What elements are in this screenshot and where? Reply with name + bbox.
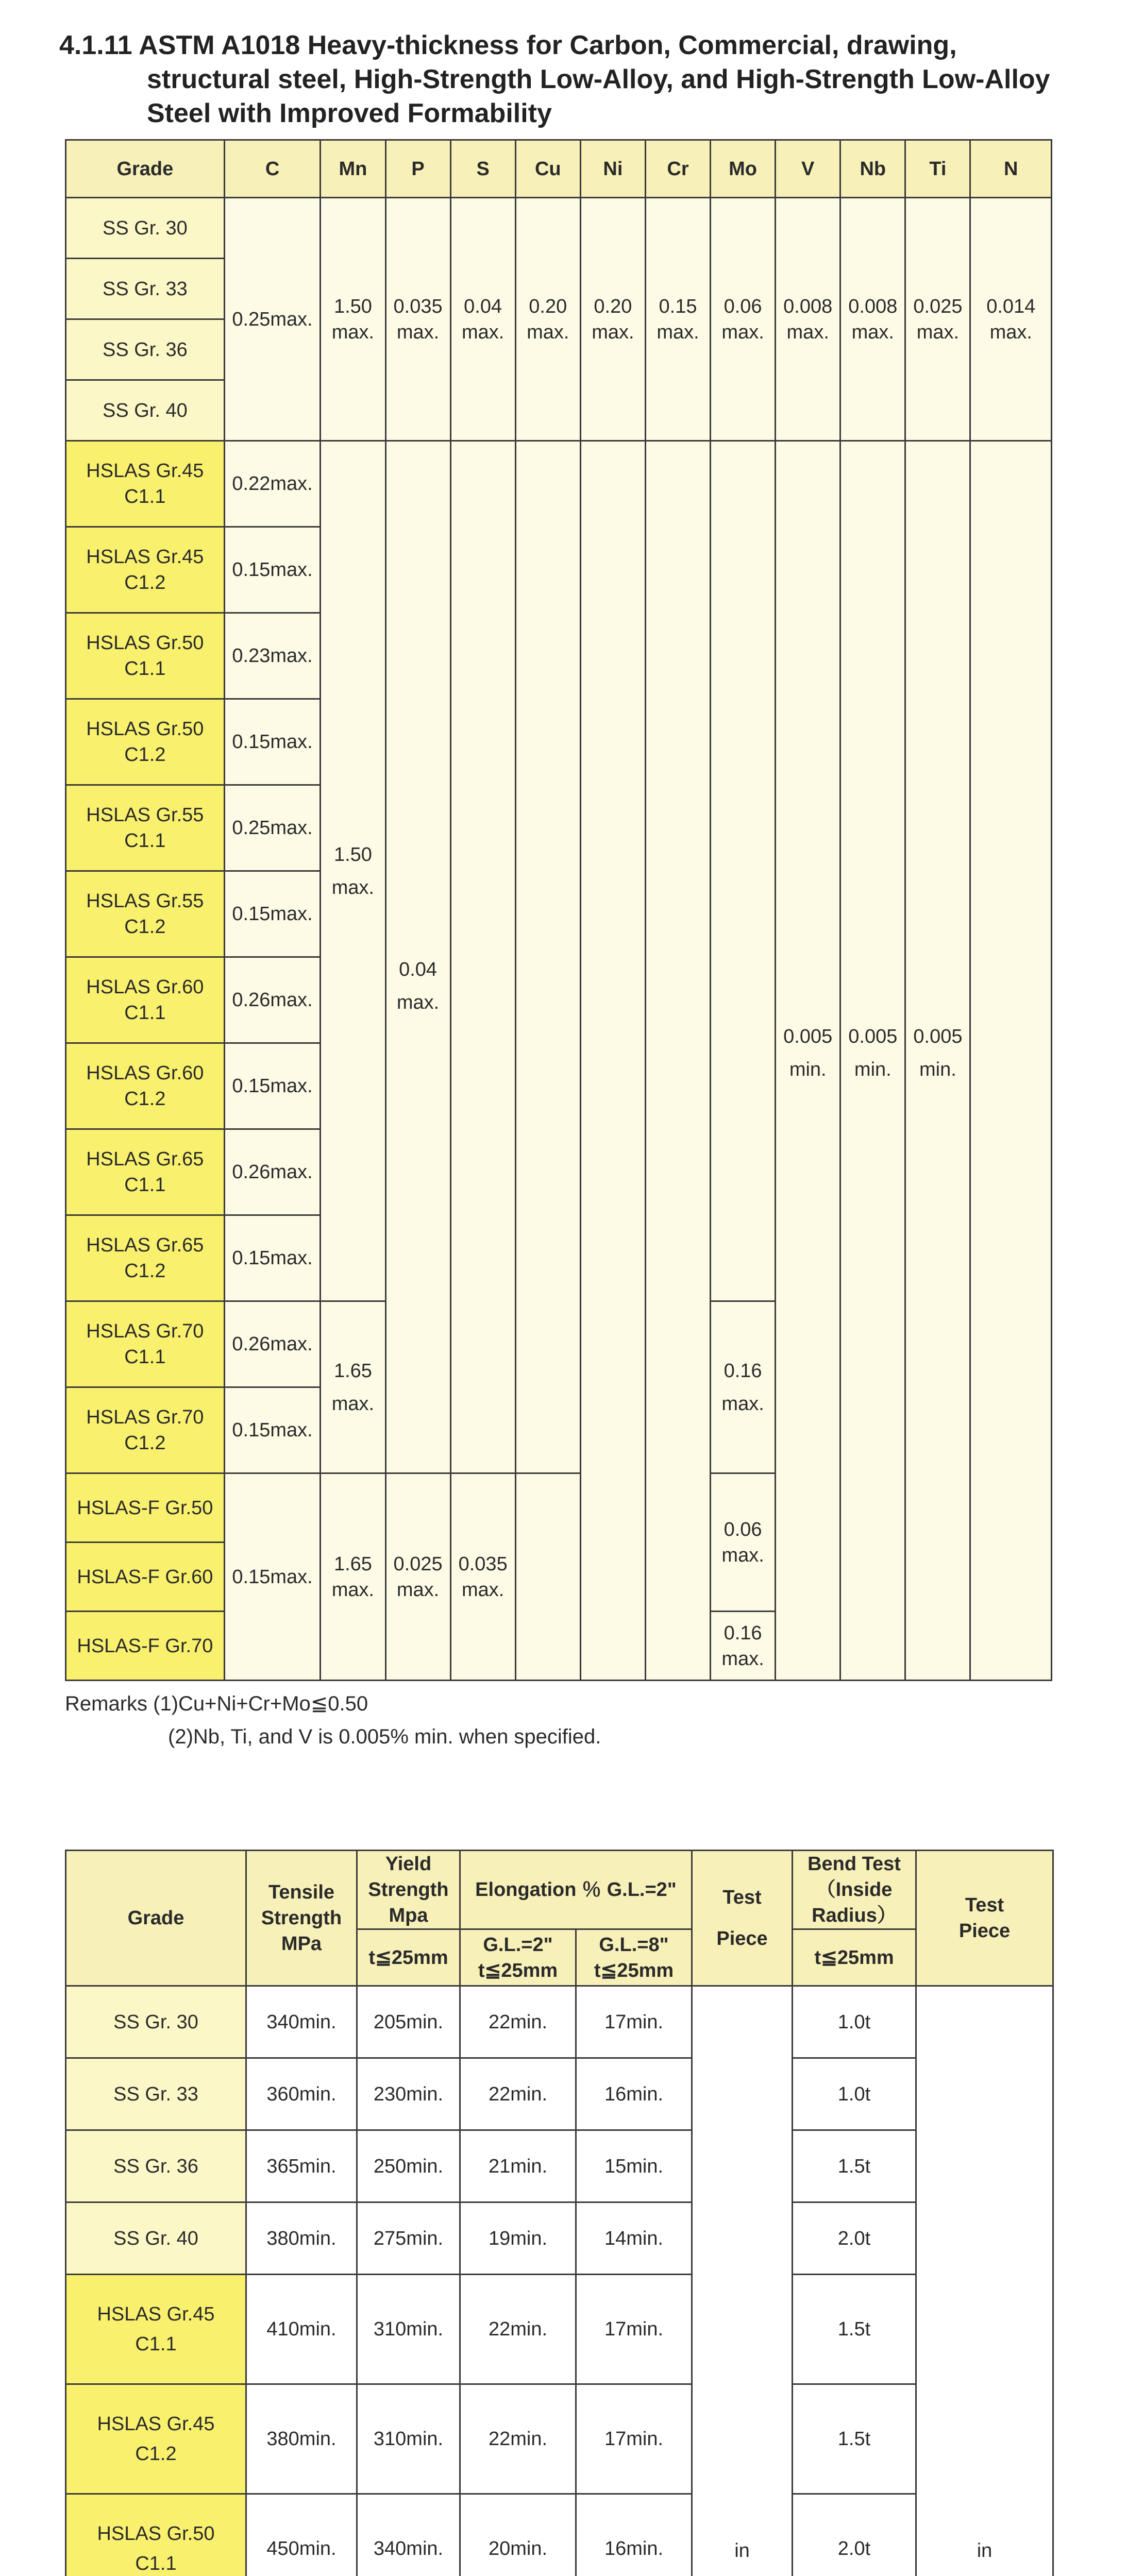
ss-ni-value bbox=[580, 198, 645, 441]
n-cell bbox=[970, 441, 1052, 1681]
grade-line-2: C1.1 bbox=[124, 658, 166, 680]
chem-header-row bbox=[66, 140, 1052, 198]
bend-h1: Bend Test bbox=[808, 1853, 901, 1875]
grade-cell bbox=[66, 2202, 246, 2275]
ts-value: 360min. bbox=[246, 2058, 357, 2130]
bend-value: 2.0t bbox=[793, 2202, 916, 2275]
bend-h2: （Inside bbox=[816, 1879, 893, 1901]
e2-value: 22min. bbox=[460, 2384, 576, 2494]
hslas-v-value bbox=[776, 441, 840, 1681]
ys-value: 310min. bbox=[357, 2384, 460, 2494]
grade-cell bbox=[66, 1129, 225, 1215]
hslasf-p-value bbox=[385, 1473, 450, 1681]
bend-value: 1.5t bbox=[793, 2275, 916, 2384]
value-line: 0.16 bbox=[724, 1360, 762, 1382]
grade-line-2: C1.1 bbox=[124, 1174, 166, 1196]
grade-line-2: C1.1 bbox=[135, 2333, 177, 2355]
hslasf-s-value bbox=[450, 1473, 515, 1681]
grade-cell bbox=[66, 441, 225, 527]
elong-8in-subheader bbox=[576, 1929, 692, 1986]
e8-value: 17min. bbox=[576, 1986, 692, 2058]
grade-line-2: C1.2 bbox=[124, 572, 166, 594]
table-row bbox=[66, 2275, 1053, 2384]
grade-line-2: C1.2 bbox=[124, 1260, 166, 1282]
test2-h2: Piece bbox=[958, 1920, 1011, 1942]
mechanical-properties-table bbox=[65, 1850, 1054, 2576]
mech-header-yield bbox=[357, 1851, 460, 1929]
unit-line: max. bbox=[721, 1648, 764, 1670]
hslasf-mo-a-value bbox=[711, 1473, 776, 1612]
elong-2in-subheader bbox=[460, 1929, 576, 1986]
c-value: 0.22max. bbox=[224, 441, 321, 527]
unit-line: max. bbox=[786, 321, 829, 343]
grade-cell bbox=[66, 1215, 225, 1301]
grade-line-1: SS Gr. 30 bbox=[113, 2011, 198, 2033]
bend-value: 1.5t bbox=[793, 2130, 916, 2202]
bend-value: 1.5t bbox=[793, 2384, 916, 2494]
section-title bbox=[59, 28, 1064, 130]
chem-header-5: Cu bbox=[515, 140, 580, 198]
value-line: 0.025 bbox=[393, 1553, 443, 1575]
grade-line-2: C1.2 bbox=[124, 1432, 166, 1454]
e8-value: 14min. bbox=[576, 2202, 692, 2275]
elong-b-1: G.L.=8" bbox=[599, 1934, 669, 1956]
grade-line-1: HSLAS Gr.65 bbox=[86, 1148, 204, 1170]
remarks bbox=[65, 1687, 601, 1753]
test-piece-line: in bbox=[734, 2540, 750, 2562]
ss-ti-value bbox=[905, 198, 970, 441]
s-cell bbox=[450, 441, 515, 1473]
ti-wrap bbox=[906, 1024, 969, 1082]
unit-line: max. bbox=[527, 321, 569, 343]
elong-a-1: G.L.=2" bbox=[483, 1934, 553, 1956]
grade-cell bbox=[66, 2058, 246, 2130]
grade-line-2: C1.2 bbox=[135, 2443, 177, 2465]
ss-s-value bbox=[450, 198, 515, 441]
remark-2: (2)Nb, Ti, and V is 0.005% min. when specified. bbox=[168, 1725, 601, 1748]
hslasf-cu-cell bbox=[515, 1473, 580, 1681]
grade-line-1: HSLAS Gr.45 bbox=[97, 2303, 215, 2325]
e2-value: 22min. bbox=[460, 1986, 576, 2058]
value-line: 0.04 bbox=[399, 959, 438, 980]
chem-header-12: N bbox=[970, 140, 1052, 198]
grade-cell: HSLAS-F Gr.70 bbox=[66, 1612, 225, 1681]
grade-cell bbox=[66, 1986, 246, 2058]
v-wrap bbox=[776, 1024, 839, 1082]
test-piece-wrap-2 bbox=[917, 2538, 1052, 2576]
e2-value: 22min. bbox=[460, 2058, 576, 2130]
ni-cell bbox=[580, 441, 645, 1681]
grade-line-2: C1.2 bbox=[124, 744, 166, 766]
value-line: 0.005 bbox=[848, 1026, 898, 1047]
hslasf-c-value: 0.15max. bbox=[224, 1473, 321, 1681]
value-line: 0.15 bbox=[659, 295, 697, 317]
c-value: 0.15max. bbox=[224, 871, 321, 957]
unit-line: max. bbox=[331, 1579, 375, 1601]
ss-cu-value bbox=[515, 198, 580, 441]
elong-b-2: t≦25mm bbox=[594, 1959, 674, 1981]
value-line: 0.008 bbox=[783, 295, 833, 317]
grade-line-1: HSLAS Gr.70 bbox=[86, 1320, 204, 1342]
e2-value: 21min. bbox=[460, 2130, 576, 2202]
value-line: 0.06 bbox=[724, 295, 762, 317]
bend-subheader: t≦25mm bbox=[793, 1929, 916, 1986]
title-line-2: structural steel, High-Strength Low-Alloy, and High-Strength Low-Alloy bbox=[147, 64, 1050, 94]
value-line: 1.65 bbox=[333, 1553, 372, 1575]
unit-line: max. bbox=[851, 321, 894, 343]
c-value: 0.15max. bbox=[224, 699, 321, 785]
table-row bbox=[66, 2202, 1053, 2275]
bend-value: 1.0t bbox=[793, 2058, 916, 2130]
c-value: 0.26max. bbox=[224, 957, 321, 1043]
grade-line-2: C1.1 bbox=[124, 1002, 166, 1024]
grade-line-1: SS Gr. 33 bbox=[113, 2083, 198, 2105]
unit-line: min. bbox=[919, 1059, 956, 1080]
grade-cell: SS Gr. 40 bbox=[66, 380, 225, 441]
yield-h2: Strength bbox=[368, 1879, 449, 1901]
value-line: 0.20 bbox=[529, 295, 567, 317]
bend-value: 2.0t bbox=[793, 2494, 916, 2576]
value-line: 1.50 bbox=[333, 295, 372, 317]
grade-cell bbox=[66, 527, 225, 613]
mech-header-test-piece bbox=[692, 1851, 793, 1986]
e2-value: 20min. bbox=[460, 2494, 576, 2576]
mo-blank-cell bbox=[711, 441, 776, 1301]
grade-line-2: C1.2 bbox=[124, 916, 166, 938]
ss-mo-value bbox=[711, 198, 776, 441]
test2-h1: Test bbox=[965, 1894, 1004, 1916]
chem-row-ss bbox=[66, 198, 1052, 259]
value-line: 0.005 bbox=[913, 1026, 963, 1047]
unit-line: max. bbox=[721, 1544, 764, 1566]
grade-cell bbox=[66, 1301, 225, 1387]
ts-value: 340min. bbox=[246, 1986, 357, 2058]
ys-value: 250min. bbox=[357, 2130, 460, 2202]
ts-value: 365min. bbox=[246, 2130, 357, 2202]
ts-value: 410min. bbox=[246, 2275, 357, 2384]
ts-value: 380min. bbox=[246, 2202, 357, 2275]
grade-line-1: SS Gr. 40 bbox=[113, 2227, 198, 2249]
table-row bbox=[66, 1986, 1053, 2058]
unit-line: max. bbox=[461, 321, 504, 343]
e8-value: 17min. bbox=[576, 2384, 692, 2494]
unit-line: max. bbox=[721, 321, 764, 343]
hslas-ti-value bbox=[905, 441, 970, 1681]
ts-value: 450min. bbox=[246, 2494, 357, 2576]
e2-value: 22min. bbox=[460, 2275, 576, 2384]
ys-value: 310min. bbox=[357, 2275, 460, 2384]
grade-cell bbox=[66, 1387, 225, 1473]
test-piece-cell bbox=[692, 1986, 793, 2576]
grade-line-1: HSLAS Gr.55 bbox=[86, 890, 204, 912]
ss-nb-value bbox=[840, 198, 905, 441]
p-wrap bbox=[386, 957, 450, 1015]
unit-line: max. bbox=[331, 321, 375, 343]
mech-header-tensile bbox=[246, 1851, 357, 1986]
value-line: 0.005 bbox=[783, 1026, 833, 1047]
grade-line-2: C1.1 bbox=[124, 1346, 166, 1368]
mech-header-bend bbox=[793, 1851, 916, 1929]
test-piece-wrap bbox=[693, 2538, 792, 2576]
grade-line-1: HSLAS Gr.65 bbox=[86, 1234, 204, 1256]
chem-header-7: Cr bbox=[645, 140, 710, 198]
unit-line: max. bbox=[657, 321, 699, 343]
test-piece-line: in bbox=[977, 2540, 993, 2562]
c-value: 0.25max. bbox=[224, 785, 321, 871]
grade-cell bbox=[66, 871, 225, 957]
chem-header-3: P bbox=[385, 140, 450, 198]
chemical-composition-table bbox=[65, 139, 1052, 1681]
ys-value: 205min. bbox=[357, 1986, 460, 2058]
mech-header-grade: Grade bbox=[66, 1851, 246, 1986]
nb-wrap bbox=[841, 1024, 904, 1082]
grade-cell: HSLAS-F Gr.50 bbox=[66, 1473, 225, 1543]
unit-line: max. bbox=[592, 321, 634, 343]
table-row bbox=[66, 2384, 1053, 2494]
hslasf-mo-b-value bbox=[711, 1612, 776, 1681]
grade-line-1: HSLAS Gr.50 bbox=[86, 632, 204, 654]
e8-value: 16min. bbox=[576, 2494, 692, 2576]
grade-line-2: C1.1 bbox=[124, 486, 166, 507]
grade-cell: SS Gr. 36 bbox=[66, 319, 225, 380]
yield-subheader: t≦25mm bbox=[357, 1929, 460, 1986]
grade-cell bbox=[66, 2130, 246, 2202]
e2-value: 19min. bbox=[460, 2202, 576, 2275]
ss-v-value bbox=[776, 198, 840, 441]
chem-header-9: V bbox=[776, 140, 840, 198]
value-line: 1.65 bbox=[333, 1360, 372, 1382]
chem-header-4: S bbox=[450, 140, 515, 198]
value-line: 0.06 bbox=[724, 1518, 762, 1540]
grade-line-1: HSLAS Gr.60 bbox=[86, 1062, 204, 1084]
e8-value: 15min. bbox=[576, 2130, 692, 2202]
table-row bbox=[66, 2494, 1053, 2576]
grade-line-1: SS Gr. 36 bbox=[113, 2155, 198, 2177]
grade-line-2: C1.1 bbox=[135, 2553, 177, 2574]
value-line: 0.20 bbox=[594, 295, 632, 317]
grade-line-1: HSLAS Gr.45 bbox=[86, 546, 204, 568]
ss-cr-value bbox=[645, 198, 710, 441]
unit-line: max. bbox=[396, 1579, 440, 1601]
grade-cell bbox=[66, 699, 225, 785]
yield-h3: Mpa bbox=[389, 1905, 428, 1926]
hslas-nb-value bbox=[840, 441, 905, 1681]
grade-line-1: HSLAS Gr.55 bbox=[86, 804, 204, 826]
hslasf-mn-value bbox=[321, 1473, 385, 1681]
unit-line: min. bbox=[789, 1059, 827, 1080]
ys-value: 275min. bbox=[357, 2202, 460, 2275]
e8-value: 16min. bbox=[576, 2058, 692, 2130]
grade-cell bbox=[66, 1043, 225, 1129]
ys-value: 340min. bbox=[357, 2494, 460, 2576]
hslas-mn-value bbox=[321, 441, 385, 1301]
c-value: 0.23max. bbox=[224, 613, 321, 699]
value-line: 0.035 bbox=[458, 1553, 508, 1575]
ss-mn-value bbox=[321, 198, 385, 441]
title-line-3: Steel with Improved Formability bbox=[147, 98, 552, 128]
chem-header-11: Ti bbox=[905, 140, 970, 198]
unit-line: max. bbox=[331, 876, 375, 899]
yield-h1: Yield bbox=[385, 1853, 432, 1875]
remark-1: Remarks (1)Cu+Ni+Cr+Mo≦0.50 bbox=[65, 1692, 368, 1715]
table-row bbox=[66, 2130, 1053, 2202]
grade-cell: HSLAS-F Gr.60 bbox=[66, 1543, 225, 1612]
chem-header-8: Mo bbox=[711, 140, 776, 198]
grade-line-1: HSLAS Gr.50 bbox=[86, 718, 204, 740]
unit-line: max. bbox=[989, 321, 1032, 343]
value-line: 0.16 bbox=[724, 1622, 762, 1644]
hslas-mn-b-value bbox=[321, 1301, 385, 1473]
tensile-h2: Strength bbox=[261, 1907, 342, 1929]
value-line: 1.50 bbox=[333, 843, 372, 866]
cr-cell bbox=[645, 441, 710, 1681]
hslas-mo-value bbox=[711, 1301, 776, 1473]
c-value: 0.26max. bbox=[224, 1129, 321, 1215]
ss-n-value bbox=[970, 198, 1052, 441]
ss-p-value bbox=[385, 198, 450, 441]
grade-cell bbox=[66, 785, 225, 871]
value-line: 0.014 bbox=[986, 295, 1036, 317]
grade-cell: SS Gr. 30 bbox=[66, 198, 225, 259]
tensile-h3: MPa bbox=[281, 1933, 322, 1955]
value-line: 0.035 bbox=[393, 295, 443, 317]
unit-line: max. bbox=[916, 321, 960, 343]
bend-h3: Radius） bbox=[812, 1905, 897, 1926]
test-h2: Piece bbox=[716, 1928, 768, 1950]
unit-line: max. bbox=[396, 321, 440, 343]
hslas-p-value bbox=[385, 441, 450, 1473]
grade-cell bbox=[66, 2494, 246, 2576]
test-h1: Test bbox=[722, 1887, 762, 1908]
grade-cell bbox=[66, 2384, 246, 2494]
table-row bbox=[66, 2058, 1053, 2130]
chem-header-10: Nb bbox=[840, 140, 905, 198]
grade-line-1: HSLAS Gr.50 bbox=[97, 2523, 215, 2545]
c-value: 0.15max. bbox=[224, 1215, 321, 1301]
cu-cell bbox=[515, 441, 580, 1473]
c-value: 0.15max. bbox=[224, 527, 321, 613]
ts-value: 380min. bbox=[246, 2384, 357, 2494]
grade-cell bbox=[66, 613, 225, 699]
grade-cell bbox=[66, 957, 225, 1043]
bend-value: 1.0t bbox=[793, 1986, 916, 2058]
chem-header-6: Ni bbox=[580, 140, 645, 198]
e8-value: 17min. bbox=[576, 2275, 692, 2384]
c-value: 0.15max. bbox=[224, 1387, 321, 1473]
unit-line: max. bbox=[461, 1579, 504, 1601]
unit-line: max. bbox=[721, 1393, 764, 1415]
grade-line-2: C1.2 bbox=[124, 1088, 166, 1110]
c-value: 0.26max. bbox=[224, 1301, 321, 1387]
value-line: 0.008 bbox=[848, 295, 898, 317]
chem-header-1: C bbox=[224, 140, 321, 198]
tensile-h1: Tensile bbox=[268, 1882, 335, 1903]
ys-value: 230min. bbox=[357, 2058, 460, 2130]
grade-line-1: HSLAS Gr.45 bbox=[86, 460, 204, 482]
mech-header-elongation: Elongation ％ G.L.=2" bbox=[460, 1851, 692, 1929]
chem-header-0: Grade bbox=[66, 140, 225, 198]
mech-header-test-piece-2 bbox=[916, 1851, 1053, 1986]
chem-header-2: Mn bbox=[321, 140, 385, 198]
title-line-1: 4.1.11 ASTM A1018 Heavy-thickness for Carbon, Commercial, drawing, bbox=[59, 30, 957, 60]
grade-cell: SS Gr. 33 bbox=[66, 259, 225, 319]
grade-line-2: C1.1 bbox=[124, 830, 166, 852]
unit-line: max. bbox=[331, 1393, 375, 1415]
grade-line-1: HSLAS Gr.45 bbox=[97, 2413, 215, 2435]
grade-line-1: HSLAS Gr.60 bbox=[86, 976, 204, 998]
unit-line: min. bbox=[854, 1059, 891, 1080]
test-piece-cell-2 bbox=[916, 1986, 1053, 2576]
elong-a-2: t≦25mm bbox=[478, 1959, 558, 1981]
grade-cell bbox=[66, 2275, 246, 2384]
grade-line-1: HSLAS Gr.70 bbox=[86, 1406, 204, 1428]
value-line: 0.025 bbox=[913, 295, 963, 317]
chem-row-hslas bbox=[66, 441, 1052, 527]
unit-line: max. bbox=[396, 992, 440, 1013]
value-line: 0.04 bbox=[464, 295, 502, 317]
ss-c-value: 0.25max. bbox=[224, 198, 321, 441]
c-value: 0.15max. bbox=[224, 1043, 321, 1129]
